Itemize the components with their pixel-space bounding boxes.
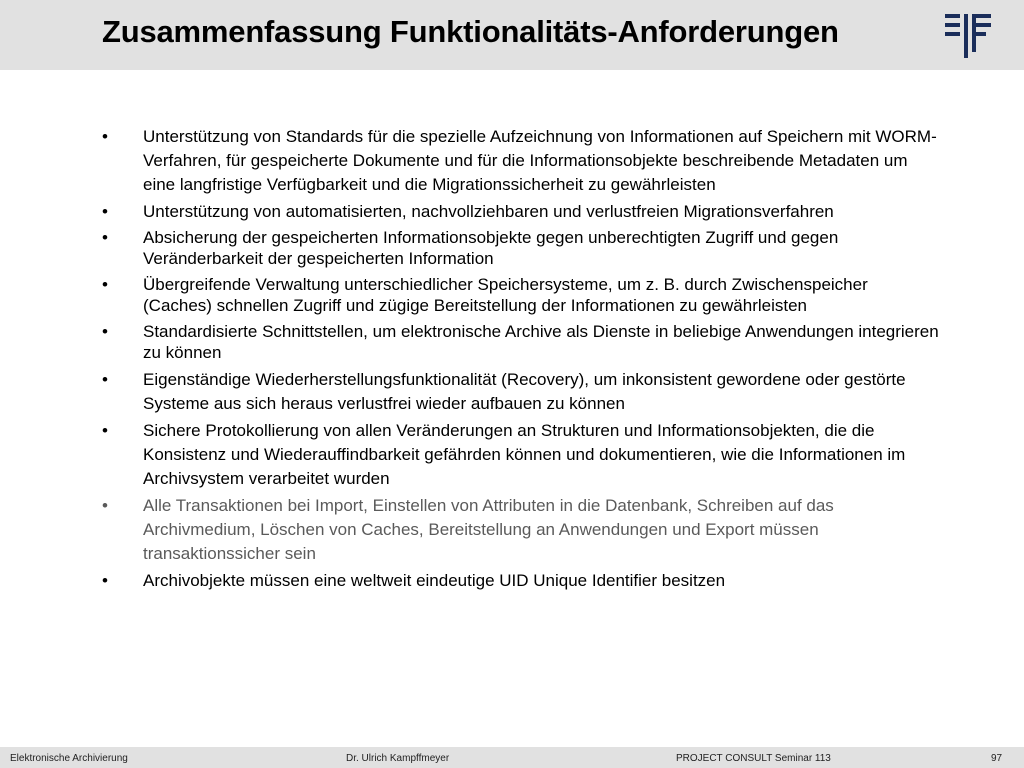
bullet-marker: • [102,421,108,440]
footer-seminar: PROJECT CONSULT Seminar 113 [676,753,831,764]
footer-course: Elektronische Archivierung [10,753,128,764]
slide-title: Zusammenfassung Funktionalitäts-Anforderungen [102,14,839,49]
footer-author: Dr. Ulrich Kampffmeyer [346,753,450,764]
bullet-item [101,321,941,363]
bullet-text: Alle Transaktionen bei Import, Einstellen von Attributen in die Datenbank, Schreiben auf das Archivmedium, Löschen von Caches, Bereitstellung an Anwendungen und Export müssen transaktionssicher sein [143,496,834,563]
bullet-text: Unterstützung von automatisierten, nachvollziehbaren und verlustfreien Migrationsverfahren [143,202,834,221]
bullet-text: Absicherung der gespeicherten Informationsobjekte gegen unberechtigten Zugriff und gegen Veränderbarkeit der gespeicherten Information [143,228,839,268]
bullet-text: Sichere Protokollierung von allen Veränderungen an Strukturen und Informationsobjekten, die die Konsistenz und Wiederauffindbarkeit gefährden können und dokumentieren, wie die Informationen im Archivsystem verarbeitet wurden [143,421,906,488]
bullet-marker: • [102,322,108,341]
bullet-marker: • [102,275,108,294]
project-consult-logo-icon [943,14,993,58]
bullet-text: Standardisierte Schnittstellen, um elektronische Archive als Dienste in beliebige Anwendungen integrieren zu können [143,322,939,362]
bullet-item [101,368,941,416]
bullet-text: Eigenständige Wiederherstellungsfunktionalität (Recovery), um inkonsistent gewordene oder gestörte Systeme aus sich heraus verlustfrei wieder aufbauen zu können [143,370,906,413]
footer-band [0,747,1024,768]
bullet-marker: • [102,202,108,221]
bullet-text: Unterstützung von Standards für die spezielle Aufzeichnung von Informationen auf Speichern mit WORM-Verfahren, für gespeicherte Dokumente und für die Informationsobjekte beschreibende Metadaten um eine langfristige Verfügbarkeit und die Migrationssicherheit zu gewährleisten [143,127,937,194]
bullet-item [101,419,941,491]
bullet-marker: • [102,370,108,389]
bullet-item [101,274,941,316]
bullet-item [101,125,941,197]
bullet-marker: • [102,228,108,247]
bullet-text: Archivobjekte müssen eine weltweit eindeutige UID Unique Identifier besitzen [143,571,726,590]
bullet-marker: • [102,127,108,146]
bullet-item [101,494,941,566]
bullet-item [101,569,941,593]
bullet-item [101,227,941,269]
bullet-list [101,125,941,596]
bullet-text: Übergreifende Verwaltung unterschiedlicher Speichersysteme, um z. B. durch Zwischenspeicher (Caches) schnellen Zugriff und zügige Bereitstellung der Informationen zu gewährleisten [143,275,868,315]
header-band [0,0,1024,70]
bullet-item [101,200,941,224]
bullet-marker: • [102,496,108,515]
bullet-marker: • [102,571,108,590]
page-number: 97 [991,753,1003,764]
